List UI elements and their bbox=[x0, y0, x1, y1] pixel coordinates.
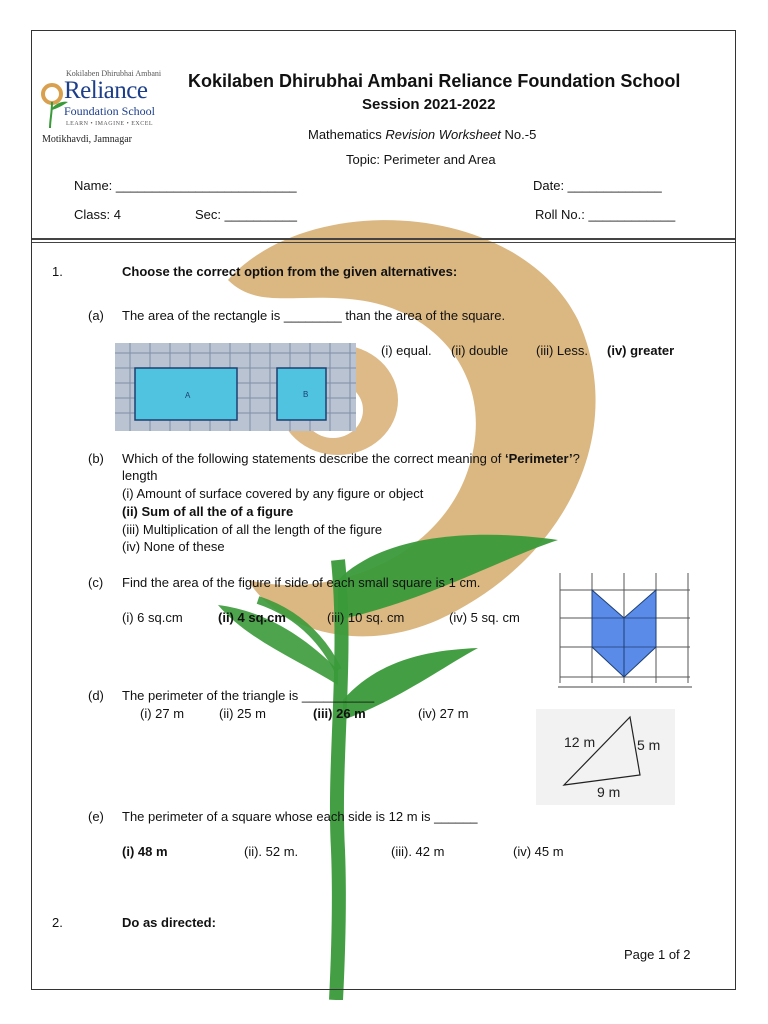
roll-no-field[interactable]: Roll No.: ____________ bbox=[535, 207, 676, 222]
option-d-3[interactable]: (iii) 26 m bbox=[313, 706, 366, 721]
grid-figure-arrow-shape bbox=[558, 573, 692, 689]
option-e-3[interactable]: (iii). 42 m bbox=[391, 844, 445, 859]
name-field[interactable]: Name: _________________________ bbox=[74, 178, 297, 193]
rect-label-a: A bbox=[185, 391, 191, 400]
option-e-1[interactable]: (i) 48 m bbox=[122, 844, 168, 859]
worksheet-title: Mathematics Revision Worksheet No.-5 bbox=[308, 127, 537, 142]
option-b-1[interactable]: (i) Amount of surface covered by any figure or object bbox=[122, 486, 424, 501]
option-c-4[interactable]: (iv) 5 sq. cm bbox=[449, 610, 520, 625]
logo-tagline: LEARN • IMAGINE • EXCEL bbox=[66, 121, 154, 127]
question-number: 1. bbox=[52, 264, 63, 279]
option-e-2[interactable]: (ii). 52 m. bbox=[244, 844, 299, 859]
option-c-1[interactable]: (i) 6 sq.cm bbox=[122, 610, 183, 625]
part-b-text: Which of the following statements describe the correct meaning of ‘Perimeter’? bbox=[122, 451, 580, 466]
grid-figure-rect-square bbox=[115, 343, 356, 431]
option-b-3[interactable]: (iii) Multiplication of all the length of the figure bbox=[122, 522, 383, 537]
header-divider-thin bbox=[32, 242, 735, 243]
option-a-2[interactable]: (ii) double bbox=[451, 343, 509, 358]
triangle-figure bbox=[536, 709, 675, 805]
logo-location: Motikhavdi, Jamnagar bbox=[42, 134, 132, 145]
triangle-side-12m: 12 m bbox=[564, 734, 596, 750]
part-label-e: (e) bbox=[88, 809, 104, 824]
part-b-line2: length bbox=[122, 468, 158, 483]
option-b-2[interactable]: (ii) Sum of all the of a figure bbox=[122, 504, 294, 519]
logo-name: Reliance bbox=[64, 77, 148, 104]
logo-name-2: Foundation School bbox=[64, 104, 156, 118]
part-label-d: (d) bbox=[88, 688, 104, 703]
header-divider bbox=[32, 238, 735, 240]
option-c-2[interactable]: (ii) 4 sq.cm bbox=[218, 610, 286, 625]
rect-label-b: B bbox=[303, 390, 309, 399]
question-prompt-2: Do as directed: bbox=[122, 915, 216, 930]
option-d-1[interactable]: (i) 27 m bbox=[140, 706, 185, 721]
part-c-text: Find the area of the figure if side of each small square is 1 cm. bbox=[122, 575, 481, 590]
part-a-text: The area of the rectangle is ________ than the area of the square. bbox=[122, 308, 506, 323]
part-label-c: (c) bbox=[88, 575, 104, 590]
session-label: Session 2021-2022 bbox=[362, 96, 496, 113]
option-d-2[interactable]: (ii) 25 m bbox=[219, 706, 266, 721]
option-c-3[interactable]: (iii) 10 sq. cm bbox=[327, 610, 405, 625]
section-field[interactable]: Sec: __________ bbox=[195, 207, 297, 222]
option-b-4[interactable]: (iv) None of these bbox=[122, 539, 225, 554]
part-label-a: (a) bbox=[88, 308, 104, 323]
option-a-4[interactable]: (iv) greater bbox=[607, 343, 675, 358]
question-number-2: 2. bbox=[52, 915, 63, 930]
triangle-side-9m: 9 m bbox=[597, 784, 621, 800]
part-label-b: (b) bbox=[88, 451, 104, 466]
part-d-text: The perimeter of the triangle is __________ bbox=[122, 688, 375, 703]
option-e-4[interactable]: (iv) 45 m bbox=[513, 844, 564, 859]
school-title: Kokilaben Dhirubhai Ambani Reliance Foundation School bbox=[188, 71, 681, 91]
part-e-text: The perimeter of a square whose each side is 12 m is ______ bbox=[122, 809, 478, 824]
topic-label: Topic: Perimeter and Area bbox=[346, 152, 496, 167]
option-d-4[interactable]: (iv) 27 m bbox=[418, 706, 469, 721]
option-a-3[interactable]: (iii) Less. bbox=[536, 343, 589, 358]
page-number: Page 1 of 2 bbox=[624, 947, 691, 962]
class-label: Class: 4 bbox=[74, 207, 121, 222]
question-prompt: Choose the correct option from the given alternatives: bbox=[122, 264, 458, 279]
date-field[interactable]: Date: _____________ bbox=[533, 178, 662, 193]
triangle-side-5m: 5 m bbox=[637, 737, 661, 753]
logo-top-line: Kokilaben Dhirubhai Ambani bbox=[66, 69, 162, 78]
option-a-1[interactable]: (i) equal. bbox=[381, 343, 432, 358]
